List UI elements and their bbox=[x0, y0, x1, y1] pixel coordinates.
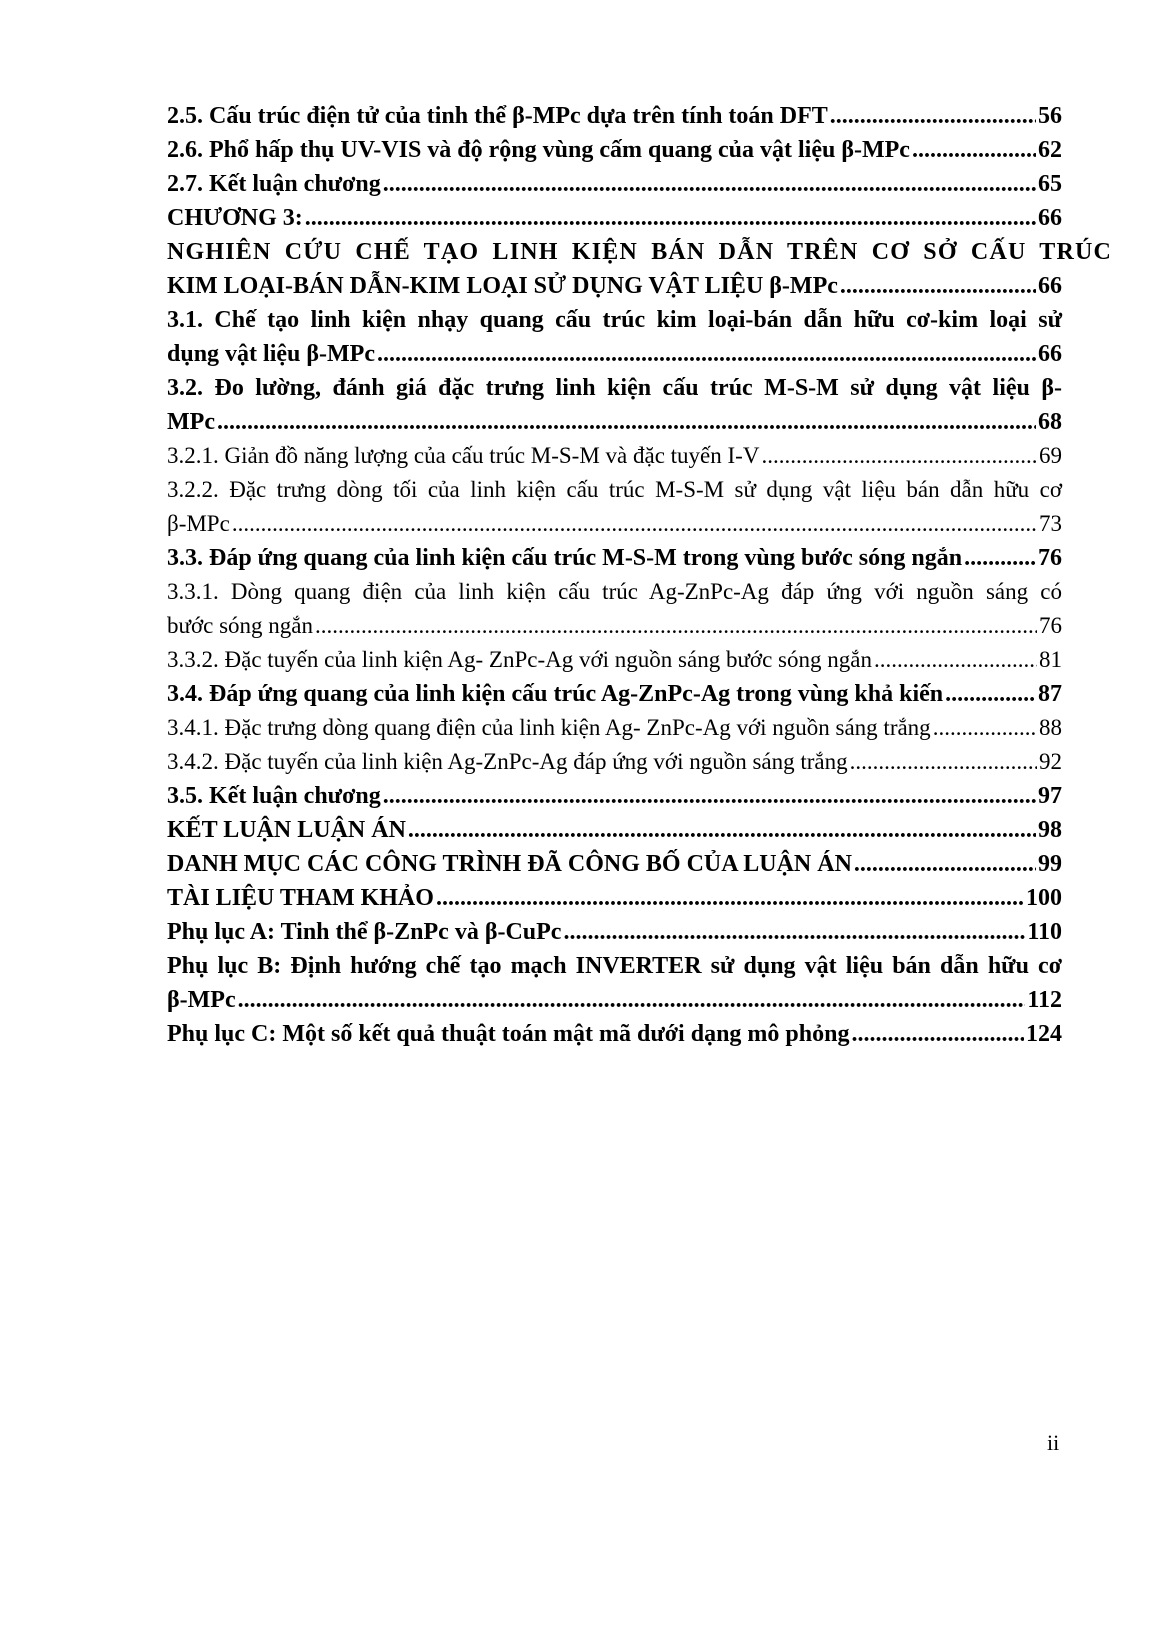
toc-entry-chapter-3[interactable] bbox=[167, 201, 1062, 235]
toc-entry-text: 3.4.2. Đặc tuyến của linh kiện Ag-ZnPc-Ag đáp ứng với nguồn sáng trắng bbox=[167, 749, 848, 774]
toc-entry-page: 92 bbox=[1039, 749, 1062, 774]
toc-entry-publications[interactable] bbox=[167, 847, 1062, 881]
toc-entry-text: β-MPc bbox=[167, 987, 236, 1013]
toc-entry-text: 3.4.1. Đặc trưng dòng quang điện của linh kiện Ag- ZnPc-Ag với nguồn sáng trắng bbox=[167, 715, 931, 740]
toc-entry-3-3-2[interactable] bbox=[167, 643, 1062, 677]
toc-entry-conclusion[interactable] bbox=[167, 813, 1062, 847]
dot-leader bbox=[912, 133, 1036, 167]
page-number: ii bbox=[1047, 1430, 1060, 1455]
toc-entry-appendix-b-line1[interactable]: Phụ lục B: Định hướng chế tạo mạch INVERTER sử dụng vật liệu bán dẫn hữu cơ bbox=[167, 953, 1062, 979]
toc-entry-text: MPc bbox=[167, 409, 215, 435]
dot-leader bbox=[840, 269, 1036, 303]
toc-entry-3-2-1[interactable] bbox=[167, 439, 1062, 473]
toc-entry-3-1[interactable] bbox=[167, 337, 1062, 371]
toc-entry-chapter-3-title-line1[interactable]: NGHIÊN CỨU CHẾ TẠO LINH KIỆN BÁN DẪN TRÊN CƠ SỞ CẤU TRÚC bbox=[167, 239, 1113, 265]
dot-leader bbox=[217, 405, 1036, 439]
toc-entry-page: 100 bbox=[1026, 885, 1062, 911]
toc-entry-page: 65 bbox=[1038, 171, 1062, 197]
toc-entry-page: 98 bbox=[1038, 817, 1062, 843]
toc-entry-3-5[interactable] bbox=[167, 779, 1062, 813]
toc-entry-text: 3.2.1. Giản đồ năng lượng của cấu trúc M-S-M và đặc tuyến I-V bbox=[167, 443, 760, 468]
toc-entry-page: 124 bbox=[1026, 1021, 1062, 1047]
toc-entry-3-2-2[interactable] bbox=[167, 507, 1062, 541]
dot-leader bbox=[238, 983, 1026, 1017]
toc-entry-page: 66 bbox=[1038, 273, 1062, 299]
toc-entry-3-3-1[interactable] bbox=[167, 609, 1062, 643]
toc-entry-text: 3.3.2. Đặc tuyến của linh kiện Ag- ZnPc-Ag với nguồn sáng bước sóng ngắn bbox=[167, 647, 872, 672]
toc-entry-text: dụng vật liệu β-MPc bbox=[167, 341, 375, 367]
toc-entry-page: 97 bbox=[1038, 783, 1062, 809]
toc-entry-page: 66 bbox=[1038, 341, 1062, 367]
toc-entry-page: 69 bbox=[1039, 443, 1062, 468]
toc-entry-text: KIM LOẠI-BÁN DẪN-KIM LOẠI SỬ DỤNG VẬT LIỆU β-MPc bbox=[167, 273, 838, 299]
toc-entry-3-2[interactable] bbox=[167, 405, 1062, 439]
dot-leader bbox=[436, 881, 1024, 915]
toc-entry-page: 76 bbox=[1039, 613, 1062, 638]
toc-entry-page: 62 bbox=[1038, 137, 1062, 163]
dot-leader bbox=[945, 677, 1036, 711]
table-of-contents bbox=[167, 99, 1113, 1051]
toc-entry-2-7[interactable] bbox=[167, 167, 1062, 201]
dot-leader bbox=[315, 609, 1037, 643]
dot-leader bbox=[383, 779, 1036, 813]
toc-entry-text: 3.4. Đáp ứng quang của linh kiện cấu trúc Ag-ZnPc-Ag trong vùng khả kiến bbox=[167, 681, 944, 707]
toc-entry-3-3-1-line1[interactable]: 3.3.1. Dòng quang điện của linh kiện cấu trúc Ag-ZnPc-Ag đáp ứng với nguồn sáng có bbox=[167, 579, 1062, 604]
dot-leader bbox=[377, 337, 1036, 371]
toc-entry-page: 73 bbox=[1039, 511, 1062, 536]
toc-entry-text: TÀI LIỆU THAM KHẢO bbox=[167, 885, 434, 911]
toc-entry-text: 2.7. Kết luận chương bbox=[167, 171, 381, 197]
toc-entry-page: 110 bbox=[1027, 919, 1062, 945]
toc-entry-3-4[interactable] bbox=[167, 677, 1062, 711]
toc-entry-text: DANH MỤC CÁC CÔNG TRÌNH ĐÃ CÔNG BỐ CỦA LUẬN ÁN bbox=[167, 851, 852, 877]
toc-entry-text: 3.5. Kết luận chương bbox=[167, 783, 381, 809]
toc-entry-2-6[interactable] bbox=[167, 133, 1062, 167]
toc-entry-text: β-MPc bbox=[167, 511, 230, 536]
toc-entry-page: 87 bbox=[1038, 681, 1062, 707]
toc-entry-page: 88 bbox=[1039, 715, 1062, 740]
toc-entry-text: 2.5. Cấu trúc điện tử của tinh thể β-MPc dựa trên tính toán DFT bbox=[167, 103, 828, 129]
dot-leader bbox=[874, 643, 1037, 677]
toc-entry-page: 66 bbox=[1038, 205, 1062, 231]
toc-entry-page: 76 bbox=[1038, 545, 1062, 571]
toc-entry-text: Phụ lục C: Một số kết quả thuật toán mật mã dưới dạng mô phỏng bbox=[167, 1021, 850, 1047]
dot-leader bbox=[563, 915, 1025, 949]
toc-entry-page: 112 bbox=[1027, 987, 1062, 1013]
toc-entry-references[interactable] bbox=[167, 881, 1062, 915]
dot-leader bbox=[964, 541, 1036, 575]
dot-leader bbox=[854, 847, 1036, 881]
dot-leader bbox=[830, 99, 1036, 133]
toc-entry-3-4-1[interactable] bbox=[167, 711, 1062, 745]
toc-entry-appendix-b[interactable] bbox=[167, 983, 1062, 1017]
toc-entry-3-1-line1[interactable]: 3.1. Chế tạo linh kiện nhạy quang cấu trúc kim loại-bán dẫn hữu cơ-kim loại sử bbox=[167, 307, 1062, 333]
toc-entry-3-4-2[interactable] bbox=[167, 745, 1062, 779]
dot-leader bbox=[851, 1017, 1024, 1051]
dot-leader bbox=[933, 711, 1037, 745]
dot-leader bbox=[305, 201, 1036, 235]
toc-entry-3-2-2-line1[interactable]: 3.2.2. Đặc trưng dòng tối của linh kiện cấu trúc M-S-M sử dụng vật liệu bán dẫn hữu cơ bbox=[167, 477, 1062, 502]
toc-entry-2-5[interactable] bbox=[167, 99, 1062, 133]
toc-entry-page: 81 bbox=[1039, 647, 1062, 672]
toc-entry-page: 56 bbox=[1038, 103, 1062, 129]
toc-entry-3-2-line1[interactable]: 3.2. Đo lường, đánh giá đặc trưng linh kiện cấu trúc M-S-M sử dụng vật liệu β- bbox=[167, 375, 1062, 401]
toc-entry-chapter-3-title[interactable] bbox=[167, 269, 1062, 303]
toc-entry-text: Phụ lục A: Tinh thể β-ZnPc và β-CuPc bbox=[167, 919, 562, 945]
toc-entry-text: bước sóng ngắn bbox=[167, 613, 313, 638]
dot-leader bbox=[232, 507, 1037, 541]
toc-entry-page: 99 bbox=[1038, 851, 1062, 877]
dot-leader bbox=[761, 439, 1037, 473]
dot-leader bbox=[408, 813, 1036, 847]
toc-entry-3-3[interactable] bbox=[167, 541, 1062, 575]
dot-leader bbox=[383, 167, 1036, 201]
toc-entry-text: 2.6. Phổ hấp thụ UV-VIS và độ rộng vùng cấm quang của vật liệu β-MPc bbox=[167, 137, 910, 163]
toc-entry-text: CHƯƠNG 3: bbox=[167, 205, 303, 231]
toc-entry-appendix-c[interactable] bbox=[167, 1017, 1062, 1051]
toc-entry-page: 68 bbox=[1038, 409, 1062, 435]
toc-entry-text: KẾT LUẬN LUẬN ÁN bbox=[167, 817, 406, 843]
toc-entry-appendix-a[interactable] bbox=[167, 915, 1062, 949]
dot-leader bbox=[850, 745, 1037, 779]
toc-entry-text: 3.3. Đáp ứng quang của linh kiện cấu trúc M-S-M trong vùng bước sóng ngắn bbox=[167, 545, 963, 571]
